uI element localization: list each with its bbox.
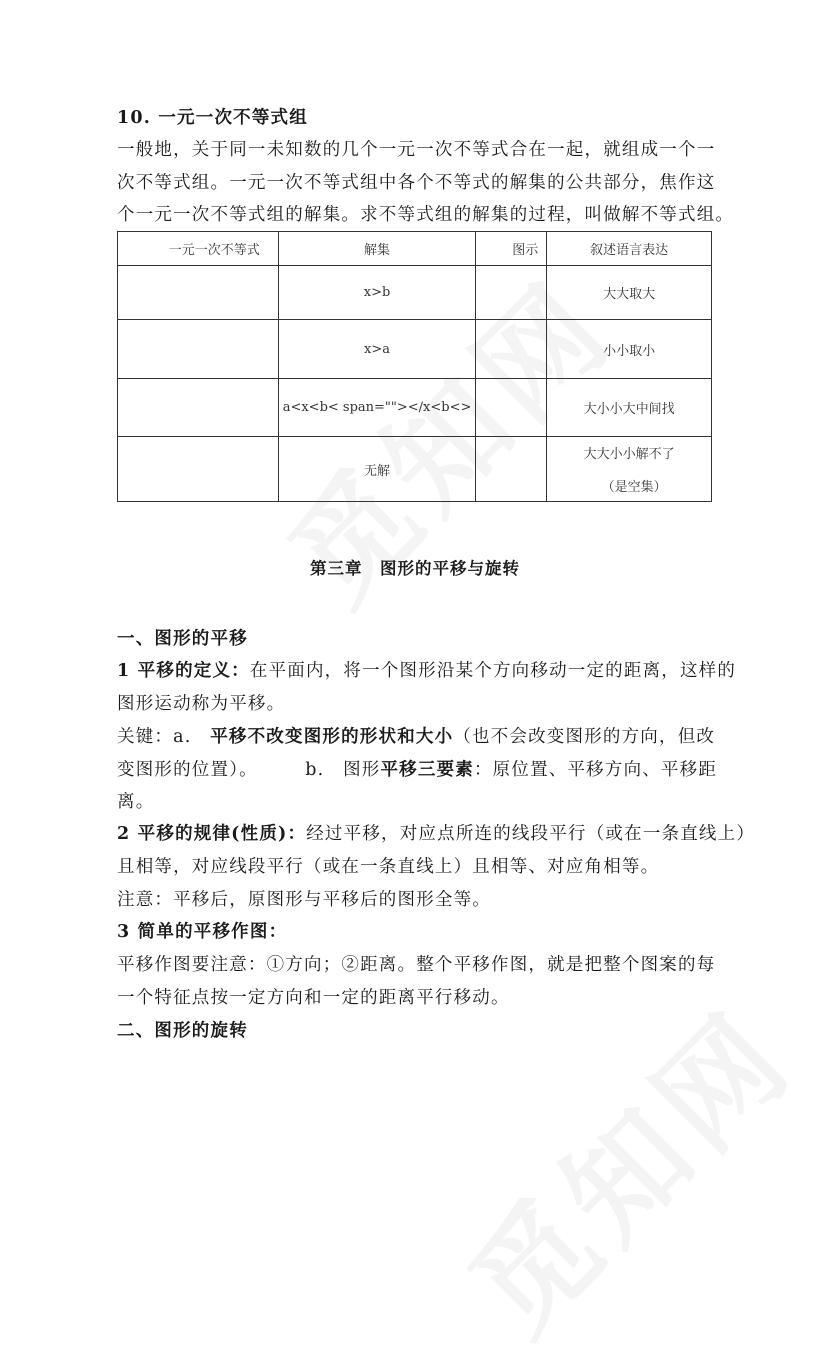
cell-description: 小小取小 xyxy=(547,320,712,379)
rule-text: 经过平移，对应点所连的线段平行（或在一条直线上） xyxy=(306,824,756,844)
definition-line xyxy=(117,661,737,681)
key-point-line: 离。 xyxy=(117,792,155,812)
definition-line: 图形运动称为平移。 xyxy=(117,694,286,714)
key-prefix: 关键：a. xyxy=(117,727,211,747)
key-point-line xyxy=(117,760,717,780)
cell-figure xyxy=(476,320,547,379)
cell-inequality xyxy=(118,320,279,379)
section-heading: 一、图形的平移 xyxy=(117,629,248,649)
key-bold: 平移不改变图形的形状和大小 xyxy=(210,727,454,747)
cell-inequality xyxy=(118,266,279,320)
note-line: 注意：平移后，原图形与平移后的图形全等。 xyxy=(117,890,491,910)
paragraph-line: 一般地，关于同一未知数的几个一元一次不等式合在一起，就组成一个一 xyxy=(117,140,716,160)
table-row xyxy=(118,266,712,320)
key-line2-rest: ：原位置、平移方向、平移距 xyxy=(473,760,718,780)
table-header-row xyxy=(118,232,712,266)
rule-line xyxy=(117,824,756,844)
cell-description-multiline xyxy=(547,437,712,502)
rule-line: 且相等，对应线段平行（或在一条直线上）且相等、对应角相等。 xyxy=(117,857,660,877)
section-heading: 二、图形的旋转 xyxy=(117,1021,248,1041)
paragraph-line: 次不等式组。一元一次不等式组中各个不等式的解集的公共部分，焦作这 xyxy=(117,173,716,193)
definition-text: 在平面内，将一个图形沿某个方向移动一定的距离，这样的 xyxy=(249,661,737,681)
drawing-line: 一个特征点按一定方向和一定的距离平行移动。 xyxy=(117,988,510,1008)
cell-figure xyxy=(476,437,547,502)
chapter-title: 第三章 图形的平移与旋转 xyxy=(310,559,520,578)
table-row xyxy=(118,320,712,379)
section-title: 10. 一元一次不等式组 xyxy=(117,108,308,128)
header-description: 叙述语言表达 xyxy=(547,232,712,266)
key-line2-a: 变图形的位置）。 b. 图形 xyxy=(117,760,381,780)
cell-solution: a<x<b< span=""></x<b<> xyxy=(278,379,476,437)
header-solution: 解集 xyxy=(278,232,476,266)
description-note: （是空集） xyxy=(601,480,667,495)
key-point-line xyxy=(117,727,717,747)
description-line: 大大小小解不了 xyxy=(583,447,675,462)
cell-description: 大小小大中间找 xyxy=(547,379,712,437)
key-rest: （也不会改变图形的方向，但改 xyxy=(453,727,716,747)
cell-figure xyxy=(476,379,547,437)
cell-figure xyxy=(476,266,547,320)
paragraph-line: 个一元一次不等式组的解集。求不等式组的解集的过程，叫做解不等式组。 xyxy=(117,205,735,225)
drawing-line: 平移作图要注意：①方向；②距离。整个平移作图，就是把整个图案的每 xyxy=(117,955,716,975)
table-row xyxy=(118,379,712,437)
cell-solution: 无解 xyxy=(278,437,476,502)
inequality-table xyxy=(117,231,712,502)
header-figure: 图示 xyxy=(476,232,547,266)
definition-label: 1 平移的定义： xyxy=(117,661,250,681)
cell-description: 大大取大 xyxy=(547,266,712,320)
cell-solution: x>b xyxy=(278,266,476,320)
cell-solution: x>a xyxy=(278,320,476,379)
subsection-heading: 3 简单的平移作图： xyxy=(117,922,288,942)
key-line2-bold: 平移三要素 xyxy=(380,760,474,780)
table-row xyxy=(118,437,712,502)
cell-inequality xyxy=(118,379,279,437)
cell-inequality xyxy=(118,437,279,502)
rule-label: 2 平移的规律(性质)： xyxy=(117,824,307,844)
header-inequality: 一元一次不等式 xyxy=(118,232,279,266)
